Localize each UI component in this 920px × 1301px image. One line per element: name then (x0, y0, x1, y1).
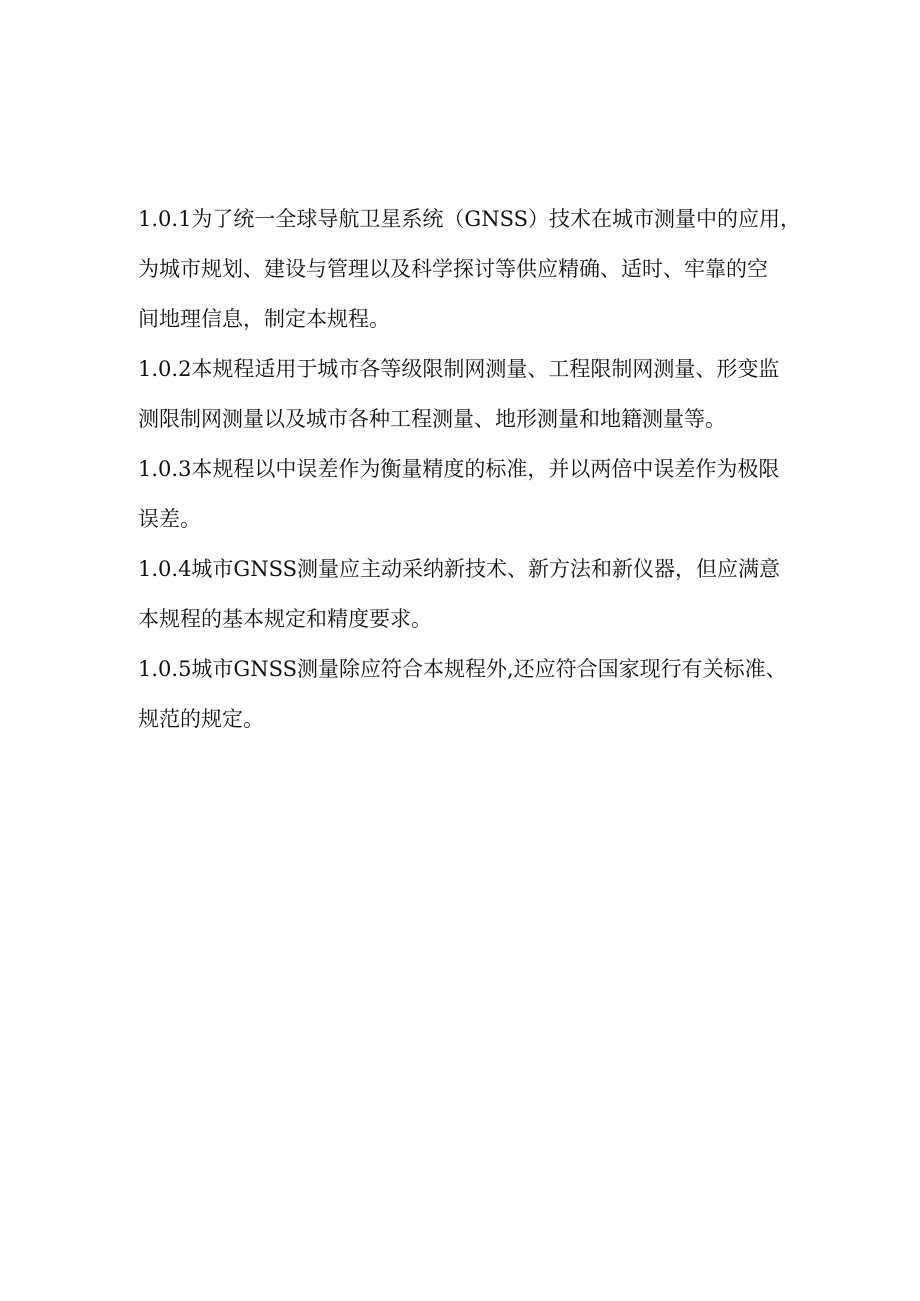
clause-line: 误差。 (138, 507, 201, 531)
clause-line: 1.0.2本规程适用于城市各等级限制网测量、工程限制网测量、形变监 (138, 357, 780, 381)
clause-line: 1.0.1为了统一全球导航卫星系统（GNSS）技术在城市测量中的应用， (138, 207, 801, 231)
clause-line: 测限制网测量以及城市各种工程测量、地形测量和地籍测量等。 (138, 407, 726, 431)
clause-line: 1.0.4城市GNSS测量应主动采纳新技术、新方法和新仪器，但应满意 (138, 557, 780, 581)
clause-1-0-2 (138, 344, 783, 444)
clause-line: 1.0.5城市GNSS测量除应符合本规程外,还应符合国家现行有关标准、 (138, 657, 787, 681)
clause-1-0-1 (138, 194, 801, 344)
clause-1-0-4 (138, 544, 783, 644)
clause-line: 规范的规定。 (138, 707, 264, 731)
clause-1-0-3 (138, 444, 783, 544)
clause-line: 本规程的基本规定和精度要求。 (138, 607, 432, 631)
clause-1-0-5 (138, 644, 787, 744)
document-body (138, 194, 801, 744)
clause-line: 1.0.3本规程以中误差作为衡量精度的标准，并以两倍中误差作为极限 (138, 457, 780, 481)
clause-line: 为城市规划、建设与管理以及科学探讨等供应精确、适时、牢靠的空 (138, 257, 768, 281)
clause-line: 间地理信息，制定本规程。 (138, 307, 390, 331)
